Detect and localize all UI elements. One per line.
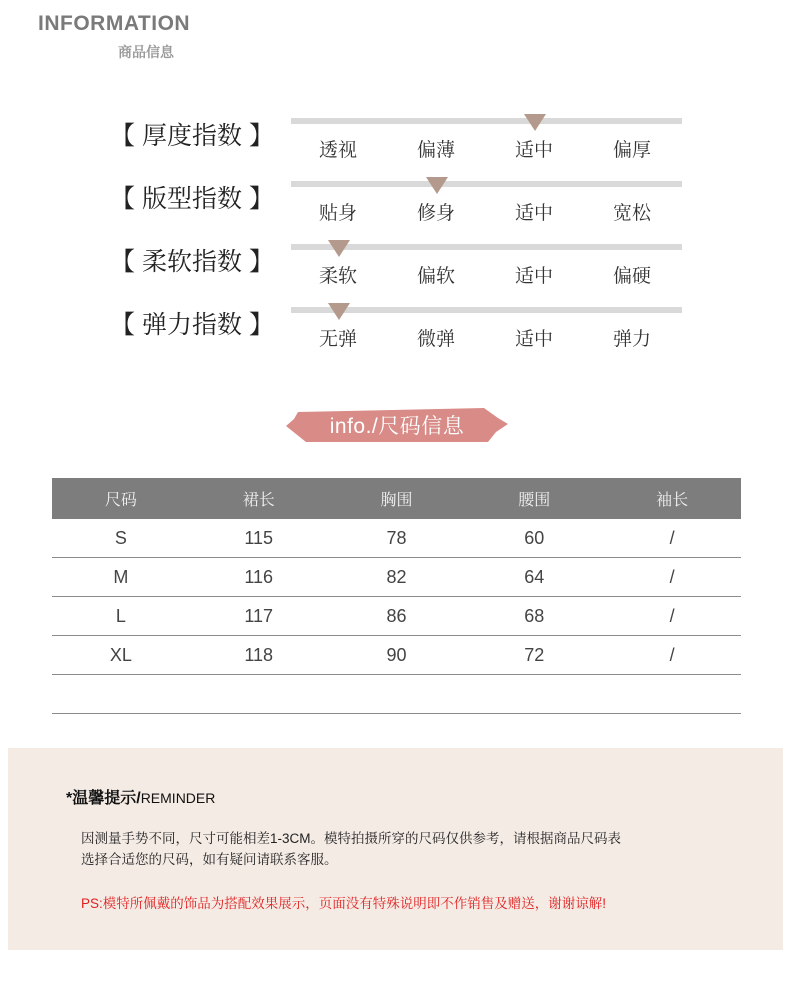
index-bar [291, 118, 682, 124]
reminder-text [81, 828, 621, 870]
table-cell [465, 675, 603, 714]
table-cell [603, 675, 741, 714]
size-banner-text: info./尺码信息 [329, 415, 465, 438]
size-table [52, 478, 741, 714]
table-cell: 90 [328, 636, 466, 675]
table-cell: / [603, 597, 741, 636]
index-label: 【 柔软指数 】 [110, 248, 274, 276]
index-option: 微弹 [417, 329, 456, 350]
table-cell: S [52, 519, 190, 558]
reminder-title-cn: *温馨提示/ [66, 790, 141, 807]
triangle-marker-icon [328, 303, 350, 320]
table-row [52, 597, 741, 636]
reminder-title-en: REMINDER [140, 790, 216, 806]
reminder-title [66, 785, 215, 808]
header-en: INFORMATION [38, 12, 191, 35]
index-option: 偏硬 [613, 266, 652, 287]
index-label: 【 厚度指数 】 [110, 122, 274, 150]
table-header-row [52, 478, 741, 519]
index-row [0, 242, 790, 302]
index-option: 偏软 [417, 266, 456, 287]
table-row [52, 675, 741, 714]
index-row [0, 305, 790, 365]
table-cell [328, 675, 466, 714]
table-row [52, 636, 741, 675]
table-cell: 118 [190, 636, 328, 675]
index-option: 无弹 [319, 329, 358, 350]
index-option: 偏薄 [417, 140, 456, 161]
index-option: 适中 [515, 140, 554, 161]
table-row [52, 558, 741, 597]
reminder-ps: PS:模特所佩戴的饰品为搭配效果展示，页面没有特殊说明即不作销售及赠送，谢谢谅解! [81, 896, 607, 911]
table-cell: 60 [465, 519, 603, 558]
table-cell: 117 [190, 597, 328, 636]
index-row [0, 179, 790, 239]
index-option: 柔软 [319, 266, 358, 287]
table-header-cell: 胸围 [328, 478, 466, 519]
reminder-line-1: 因测量手势不同，尺寸可能相差1-3CM。模特拍摄所穿的尺码仅供参考，请根据商品尺码表 [81, 831, 622, 846]
triangle-marker-icon [524, 114, 546, 131]
table-cell: XL [52, 636, 190, 675]
table-cell: / [603, 558, 741, 597]
table-cell: 72 [465, 636, 603, 675]
triangle-marker-icon [426, 177, 448, 194]
index-option: 透视 [319, 140, 358, 161]
table-cell: / [603, 519, 741, 558]
table-header-cell: 袖长 [603, 478, 741, 519]
index-option: 弹力 [613, 329, 652, 350]
index-row [0, 116, 790, 176]
table-cell [190, 675, 328, 714]
index-option: 贴身 [319, 203, 358, 224]
table-header-cell: 尺码 [52, 478, 190, 519]
table-cell: 64 [465, 558, 603, 597]
index-option: 适中 [515, 266, 554, 287]
table-cell: L [52, 597, 190, 636]
table-cell: / [603, 636, 741, 675]
index-label: 【 版型指数 】 [110, 185, 274, 213]
triangle-marker-icon [328, 240, 350, 257]
table-cell: 68 [465, 597, 603, 636]
index-label: 【 弹力指数 】 [110, 311, 274, 339]
reminder-box [8, 748, 783, 950]
index-option: 适中 [515, 203, 554, 224]
table-cell: 86 [328, 597, 466, 636]
table-cell: 78 [328, 519, 466, 558]
table-cell: 116 [190, 558, 328, 597]
header-cn: 商品信息 [118, 44, 174, 60]
table-header-cell: 腰围 [465, 478, 603, 519]
table-cell: M [52, 558, 190, 597]
table-header-cell: 裙长 [190, 478, 328, 519]
reminder-line-2: 选择合适您的尺码，如有疑问请联系客服。 [81, 852, 338, 867]
table-cell: 115 [190, 519, 328, 558]
index-option: 偏厚 [613, 140, 652, 161]
index-bar [291, 181, 682, 187]
size-banner [284, 404, 510, 446]
index-option: 适中 [515, 329, 554, 350]
table-cell [52, 675, 190, 714]
index-option: 宽松 [613, 203, 652, 224]
table-row [52, 519, 741, 558]
index-option: 修身 [417, 203, 456, 224]
table-cell: 82 [328, 558, 466, 597]
